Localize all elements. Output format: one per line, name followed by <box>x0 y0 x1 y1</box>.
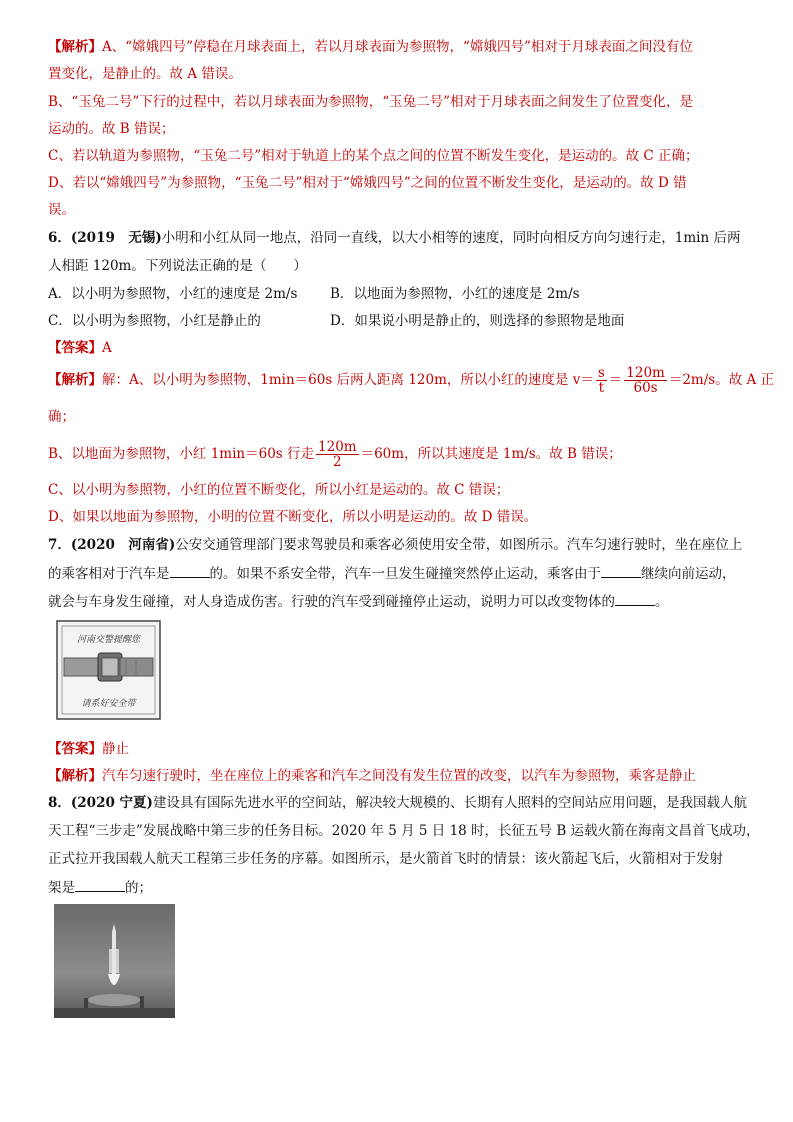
q6-frac1-den: t <box>598 380 605 396</box>
q8-stem-1: 建设具有国际先进水平的空间站，解决较大规模的、长期有人照料的空间站应用问题，是我国载人航 <box>152 795 747 811</box>
q7-analysis-line <box>48 766 696 786</box>
q6-number: 6．(2019 无锡) <box>48 230 162 246</box>
q6-frac2-num: 120m <box>626 365 665 381</box>
q6-frac2-den: 60s <box>633 380 658 396</box>
q7-blank-3[interactable] <box>615 591 655 606</box>
q6-analysis-d: D、如果以地面为参照物，小明的位置不断变化，所以小明是运动的。故 D 错误。 <box>48 509 538 525</box>
q5-analysis-line-1 <box>48 37 693 57</box>
q8-stem-line-1 <box>48 793 747 813</box>
q6-answer-line <box>48 338 112 358</box>
q6-option-d: D．如果说小明是静止的，则选择的参照物是地面 <box>330 313 625 329</box>
q6-answer: A <box>102 340 112 356</box>
q8-stem-4-pre: 架是 <box>48 880 75 896</box>
q8-stem-4-post: 的； <box>125 880 152 896</box>
q5-analysis-c: C、若以轨道为参照物，“玉兔二号”相对于轨道上的某个点之间的位置不断发生变化，是运动的。故 C 正确； <box>48 148 699 164</box>
q6-stem-line-1 <box>48 228 740 248</box>
q7-analysis: 汽车匀速行驶时，坐在座位上的乘客和汽车之间没有发生位置的改变，以汽车为参照物，乘客是静止 <box>102 768 696 784</box>
q7-stem-3-pre: 就会与车身发生碰撞，对人身造成伤害。行驶的汽车受到碰撞停止运动，说明力可以改变物体的 <box>48 594 615 610</box>
q7-blank-2[interactable] <box>601 563 641 578</box>
q8-stem-3: 正式拉开我国载人航天工程第三步任务的序幕。如图所示，是火箭首飞时的情景：该火箭起飞后，火箭相对于发射 <box>48 851 723 867</box>
q6-frac3-den: 2 <box>333 454 342 470</box>
q6-analysis-a-2: 确； <box>48 409 75 425</box>
q7-blank-1[interactable] <box>170 563 210 578</box>
q7-stem-2-pre: 的乘客相对于汽车是 <box>48 566 170 582</box>
q7-figure-bottom-text: 请系好安全带 <box>81 699 136 709</box>
q7-analysis-tag: 【解析】 <box>48 768 102 784</box>
q5-analysis-a-2: 置变化，是静止的。故 A 错误。 <box>48 66 242 82</box>
q6-option-c: C．以小明为参照物，小红是静止的 <box>48 313 261 329</box>
q7-answer-line <box>48 739 129 759</box>
q7-stem-2-post: 继续向前运动， <box>641 566 736 582</box>
q8-stem-line-4 <box>48 877 152 898</box>
q6-analysis-c: C、以小明为参照物，小红的位置不断变化，所以小红是运动的。故 C 错误； <box>48 482 510 498</box>
q7-stem-3-post: 。 <box>655 594 669 610</box>
q6-frac3-num: 120m <box>318 439 357 455</box>
q5-analysis-a-1: A、“嫦娥四号”停稳在月球表面上，若以月球表面为参照物，“嫦娥四号”相对于月球表面之间没有位 <box>102 39 693 55</box>
q6-option-a: A．以小明为参照物，小红的速度是 2m/s <box>48 286 298 302</box>
q6-fraction-120m-over-2 <box>316 440 359 469</box>
q7-figure-top-text: 河南交警提醒您 <box>76 635 140 645</box>
q7-stem-line-3 <box>48 591 669 612</box>
q6-analysis-a-post: ＝2m/s。故 A 正 <box>668 372 775 388</box>
q6-frac1-num: s <box>597 365 605 381</box>
q7-stem-line-1 <box>48 535 742 555</box>
q5-analysis-d-1: D、若以“嫦娥四号”为参照物，“玉兔二号”相对于“嫦娥四号”之间的位置不断发生变化，是运动的。故 D 错 <box>48 175 687 191</box>
q7-stem-2-mid: 的。如果不系安全带，汽车一旦发生碰撞突然停止运动，乘客由于 <box>209 566 601 582</box>
q7-answer-tag: 【答案】 <box>48 741 102 757</box>
q6-stem-2: 人相距 120m。下列说法正确的是（ ） <box>48 258 307 274</box>
q6-analysis-b-line <box>48 440 622 469</box>
q7-stem-1: 公安交通管理部门要求驾驶员和乘客必须使用安全带，如图所示。汽车匀速行驶时，坐在座位上 <box>175 537 743 553</box>
q6-answer-tag: 【答案】 <box>48 340 102 356</box>
q7-seatbelt-figure <box>56 620 161 720</box>
q5-analysis-b-1: B、“玉兔二号”下行的过程中，若以月球表面为参照物，“玉兔二号”相对于月球表面之间发生了位置变化，是 <box>48 94 694 110</box>
q6-analysis-a-line <box>48 366 774 395</box>
q8-number: 8．(2020 宁夏) <box>48 795 153 811</box>
q6-analysis-eq: ＝ <box>608 372 623 388</box>
q6-stem-1: 小明和小红从同一地点，沿同一直线，以大小相等的速度，同时向相反方向匀速行走，1min 后两 <box>161 230 741 246</box>
q5-analysis-tag: 【解析】 <box>48 39 102 55</box>
q7-stem-line-2 <box>48 563 736 584</box>
q6-fraction-120m-over-60s <box>624 366 667 395</box>
q5-analysis-d-2: 误。 <box>48 202 75 218</box>
q6-analysis-b-pre: B、以地面为参照物，小红 1min＝60s 行走 <box>48 446 315 462</box>
q8-rocket-photo <box>54 904 175 1018</box>
q6-analysis-a-pre: 解：A、以小明为参照物，1min＝60s 后两人距离 120m，所以小红的速度是 v＝ <box>102 372 594 388</box>
q8-blank[interactable] <box>75 877 125 892</box>
q6-analysis-b-post: ＝60m，所以其速度是 1m/s。故 B 错误； <box>360 446 622 462</box>
q6-option-b: B．以地面为参照物，小红的速度是 2m/s <box>330 286 580 302</box>
q6-analysis-tag: 【解析】 <box>48 372 102 388</box>
q7-number: 7．(2020 河南省) <box>48 537 176 553</box>
q8-stem-2: 天工程“三步走”发展战略中第三步的任务目标。2020 年 5 月 5 日 18 时，长征五号 B 运载火箭在海南文昌首飞成功， <box>48 823 760 839</box>
rocket-launch-icon <box>54 904 175 1018</box>
q7-answer: 静止 <box>102 741 129 757</box>
q6-fraction-s-over-t <box>596 366 607 395</box>
q5-analysis-b-2: 运动的。故 B 错误； <box>48 121 175 137</box>
